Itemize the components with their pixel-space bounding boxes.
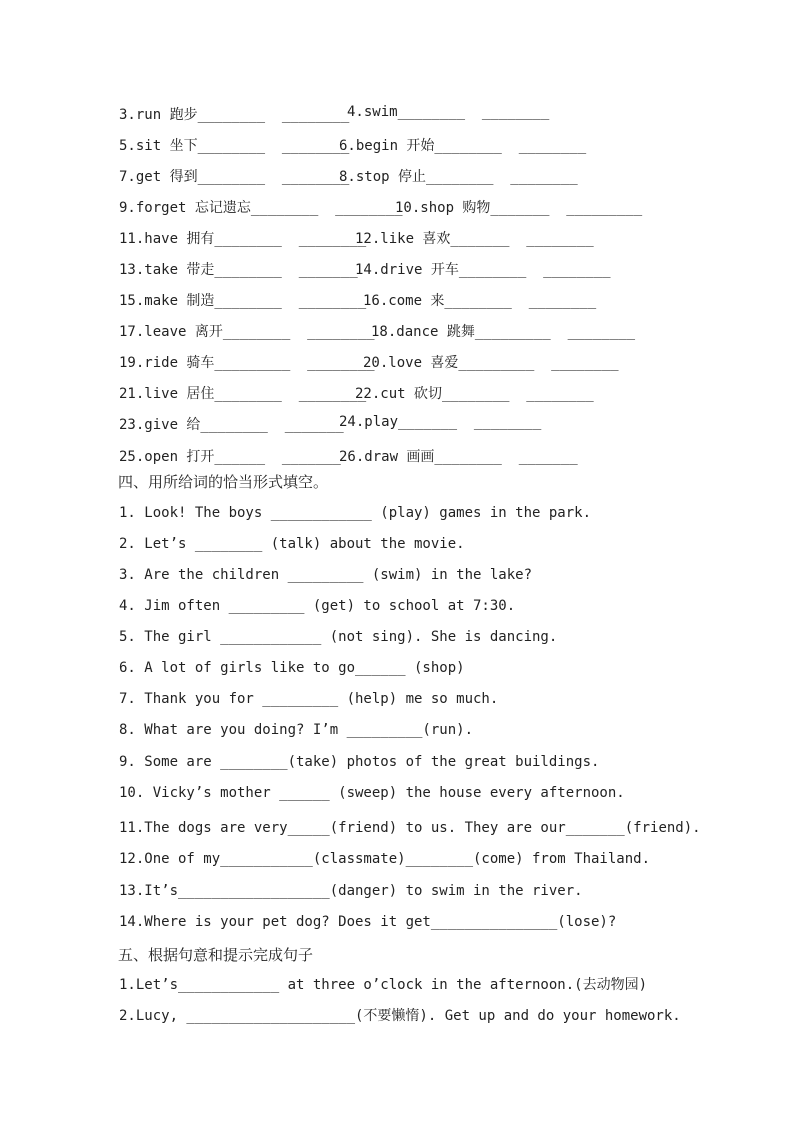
verb-item-14: 14.drive 开车________ ________ (355, 262, 611, 278)
verb-item-9: 9.forget 忘记遗忘________ ________ (119, 200, 403, 216)
s4-item-6: 6. A lot of girls like to go______ (shop) (119, 660, 465, 676)
s4-item-13: 13.It’s__________________(danger) to swim in the river. (119, 883, 583, 899)
s4-item-2: 2. Let’s ________ (talk) about the movie. (119, 536, 465, 552)
s4-item-12: 12.One of my___________(classmate)________(come) from Thailand. (119, 851, 651, 867)
verb-item-20: 20.love 喜爱_________ ________ (363, 355, 619, 371)
verb-item-26: 26.draw 画画________ _______ (339, 449, 578, 465)
s4-item-4: 4. Jim often _________ (get) to school at 7:30. (119, 598, 516, 614)
verb-item-4: 4.swim________ ________ (347, 104, 550, 120)
verb-item-7: 7.get 得到________ ________ (119, 169, 350, 185)
verb-item-6: 6.begin 开始________ ________ (339, 138, 587, 154)
section4-heading: 四、用所给词的恰当形式填空。 (118, 473, 329, 491)
s4-item-8: 8. What are you doing? I’m _________(run). (119, 722, 474, 738)
s5-item-1: 1.Let’s____________ at three o’clock in the afternoon.(去动物园) (119, 977, 648, 993)
verb-item-18: 18.dance 跳舞_________ ________ (371, 324, 636, 340)
s4-item-11: 11.The dogs are very_____(friend) to us. They are our_______(friend). (119, 820, 701, 836)
verb-item-12: 12.like 喜欢_______ ________ (355, 231, 594, 247)
verb-item-24: 24.play_______ ________ (339, 414, 542, 430)
verb-item-5: 5.sit 坐下________ ________ (119, 138, 350, 154)
s4-item-14: 14.Where is your pet dog? Does it get_______________(lose)? (119, 914, 617, 930)
verb-item-8: 8.stop 停止________ ________ (339, 169, 578, 185)
s5-item-2: 2.Lucy, ____________________(不要懒惰). Get up and do your homework. (119, 1008, 681, 1024)
verb-item-17: 17.leave 离开________ ________ (119, 324, 375, 340)
s4-item-7: 7. Thank you for _________ (help) me so much. (119, 691, 499, 707)
s4-item-10: 10. Vicky’s mother ______ (sweep) the house every afternoon. (119, 785, 625, 801)
s4-item-1: 1. Look! The boys ____________ (play) games in the park. (119, 505, 592, 521)
section5-heading: 五、根据句意和提示完成句子 (118, 946, 314, 964)
verb-item-15: 15.make 制造________ ________ (119, 293, 367, 309)
verb-item-19: 19.ride 骑车_________ ________ (119, 355, 375, 371)
verb-item-3: 3.run 跑步________ ________ (119, 107, 350, 123)
verb-item-16: 16.come 来________ ________ (363, 293, 597, 309)
verb-item-13: 13.take 带走________ _______ (119, 262, 358, 278)
verb-item-21: 21.live 居住________ ________ (119, 386, 367, 402)
s4-item-5: 5. The girl ____________ (not sing). She is dancing. (119, 629, 558, 645)
verb-item-22: 22.cut 砍切________ ________ (355, 386, 594, 402)
s4-item-9: 9. Some are ________(take) photos of the great buildings. (119, 754, 600, 770)
verb-item-10: 10.shop 购物_______ _________ (395, 200, 643, 216)
verb-item-11: 11.have 拥有________ ________ (119, 231, 367, 247)
s4-item-3: 3. Are the children _________ (swim) in the lake? (119, 567, 533, 583)
verb-item-23: 23.give 给________ _______ (119, 417, 344, 433)
verb-item-25: 25.open 打开______ _______ (119, 449, 341, 465)
